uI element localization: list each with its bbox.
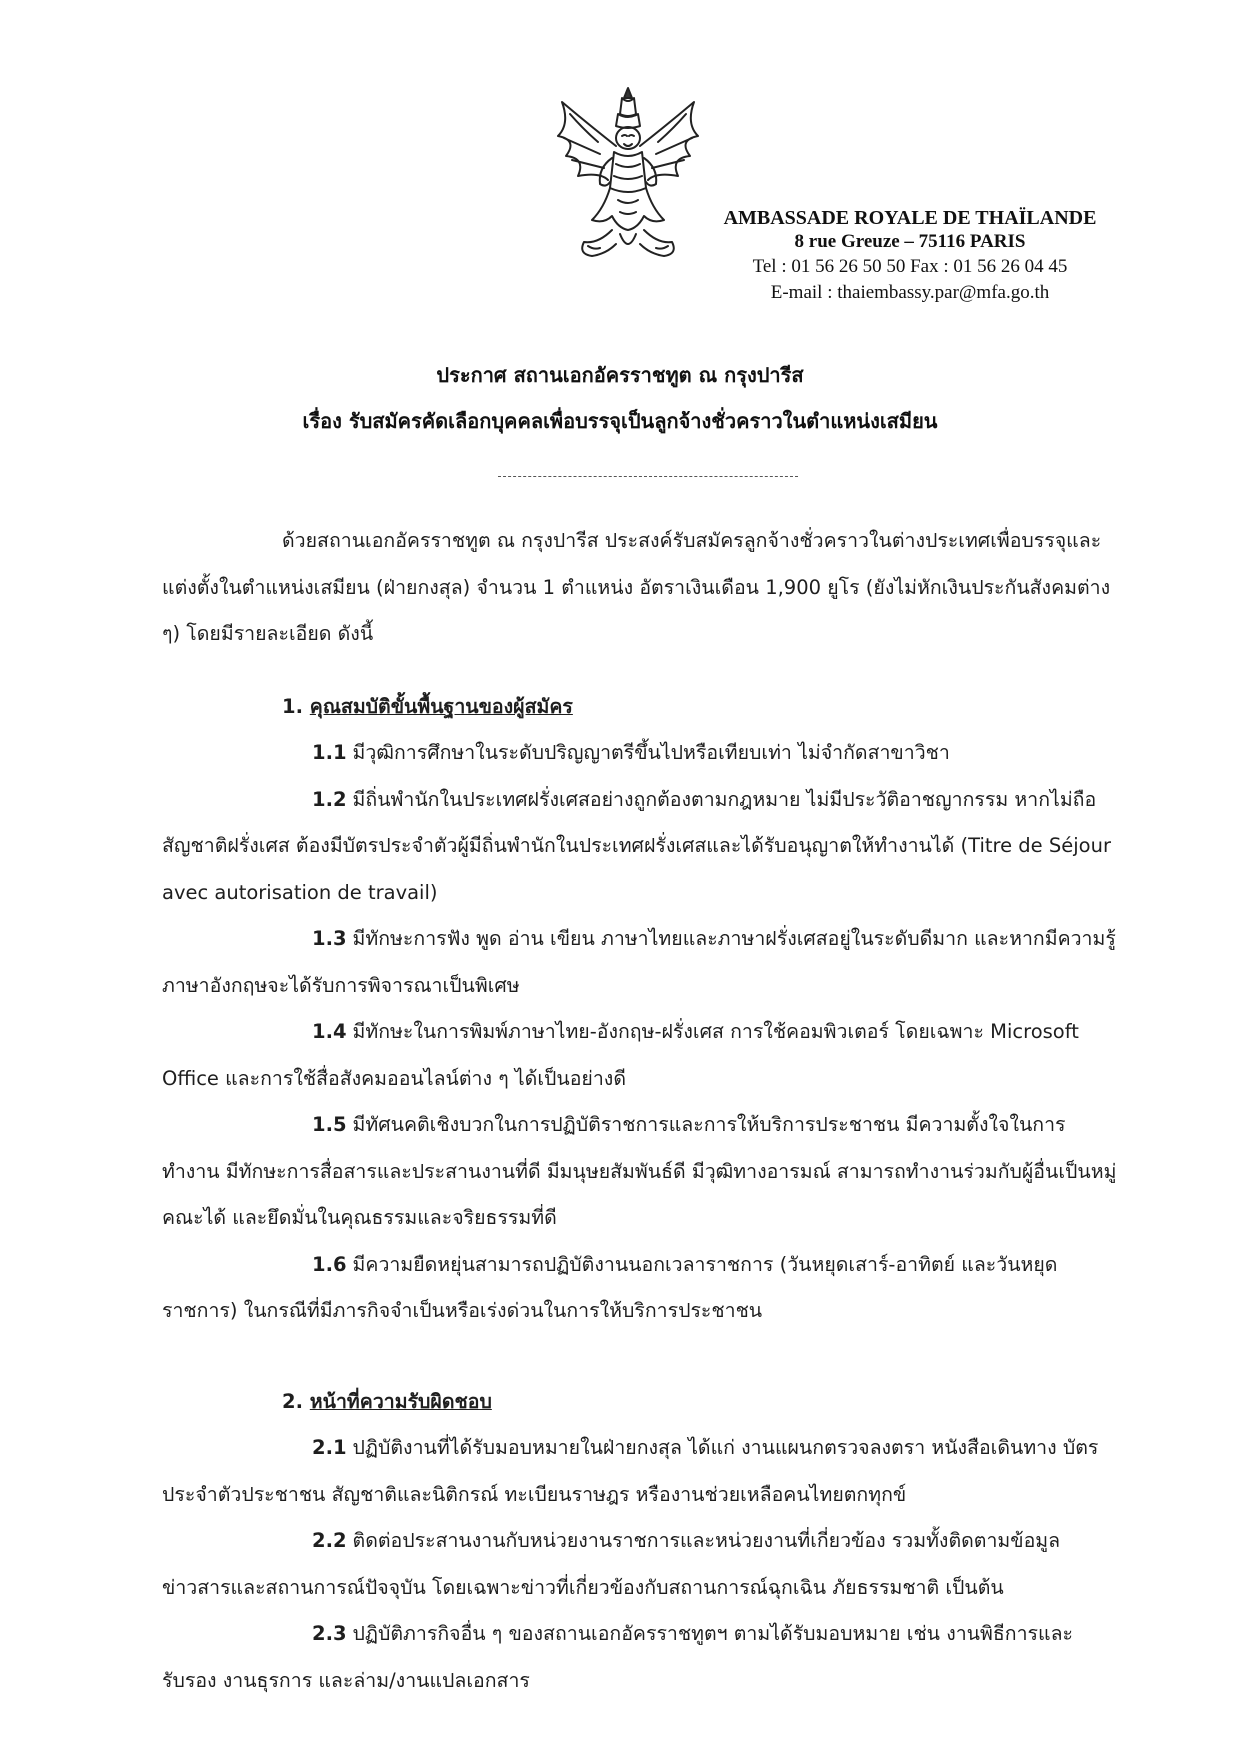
embassy-name: AMBASSADE ROYALE DE THAÏLANDE (723, 207, 1097, 229)
item-number: 2.3 (312, 1622, 347, 1645)
list-item (162, 1242, 1117, 1335)
section-title: คุณสมบัติขั้นพื้นฐานของผู้สมัคร (309, 694, 573, 718)
section-heading (162, 1379, 1117, 1426)
embassy-email: E-mail : thaiembassy.par@mfa.go.th (770, 282, 1050, 303)
item-text: ปฏิบัติภารกิจอื่น ๆ ของสถานเอกอัครราชทูตฯ ตามได้รับมอบหมาย เช่น งานพิธีการและรับรอง งานธุรการ และล่าม/งานแปลเอกสาร (162, 1622, 1073, 1692)
list-item (162, 730, 1117, 777)
announcement-header (0, 352, 1240, 444)
item-text: มีวุฒิการศึกษาในระดับปริญญาตรีขึ้นไปหรือเทียบเท่า ไม่จำกัดสาขาวิชา (352, 741, 950, 764)
item-number: 2.2 (312, 1529, 347, 1552)
item-number: 1.5 (312, 1113, 347, 1136)
item-text: ปฏิบัติงานที่ได้รับมอบหมายในฝ่ายกงสุล ได้แก่ งานแผนกตรวจลงตรา หนังสือเดินทาง บัตรประจำตัวประชาชน สัญชาติและนิติกรณ์ ทะเบียนราษฎร หรืองานช่วยเหลือคนไทยตกทุกข์ (162, 1436, 1099, 1506)
garuda-emblem (548, 84, 708, 266)
item-number: 1.6 (312, 1252, 347, 1276)
list-item (162, 777, 1117, 917)
embassy-address (700, 206, 1120, 306)
item-text: มีความยืดหยุ่นสามารถปฏิบัติงานนอกเวลาราชการ (วันหยุดเสาร์-อาทิตย์ และวันหยุดราชการ) ในกรณีที่มีภารกิจจำเป็นหรือเร่งด่วนในการให้บริการประชาชน (162, 1252, 1058, 1322)
list-item (162, 1009, 1117, 1102)
embassy-phone-fax: Tel : 01 56 26 50 50 Fax : 01 56 26 04 45 (752, 256, 1068, 277)
garuda-emblem-icon (548, 84, 708, 266)
section-title: หน้าที่ความรับผิดชอบ (309, 1389, 492, 1413)
list-item (162, 1102, 1117, 1242)
list-item (162, 1611, 1117, 1704)
list-item (162, 1518, 1117, 1611)
embassy-street: 8 rue Greuze – 75116 PARIS (794, 231, 1026, 252)
section-heading (162, 684, 1117, 731)
item-text: มีทักษะในการพิมพ์ภาษาไทย-อังกฤษ-ฝรั่งเศส การใช้คอมพิวเตอร์ โดยเฉพาะ Microsoft Office และการใช้สื่อสังคมออนไลน์ต่าง ๆ ได้เป็นอย่างดี (162, 1020, 1079, 1090)
item-number: 1.4 (312, 1020, 347, 1043)
list-item (162, 916, 1117, 1009)
item-text: มีถิ่นพำนักในประเทศฝรั่งเศสอย่างถูกต้องตามกฎหมาย ไม่มีประวัติอาชญากรรม หากไม่ถือสัญชาติฝรั่งเศส ต้องมีบัตรประจำตัวผู้มีถิ่นพำนักในประเทศฝรั่งเศสและได้รับอนุญาตให้ทำงานได้ (Titre de Séjour avec autorisation de travail) (162, 787, 1111, 904)
separator-line (498, 476, 798, 477)
section-number: 1. (282, 694, 303, 718)
section-number: 2. (282, 1389, 303, 1413)
item-number: 2.1 (312, 1436, 347, 1459)
document-body (162, 518, 1117, 1704)
item-number: 1.1 (312, 741, 347, 764)
list-item (162, 1425, 1117, 1518)
item-text: ติดต่อประสานงานกับหน่วยงานราชการและหน่วยงานที่เกี่ยวข้อง รวมทั้งติดตามข้อมูลข่าวสารและสถานการณ์ปัจจุบัน โดยเฉพาะข่าวที่เกี่ยวข้องกับสถานการณ์ฉุกเฉิน ภัยธรรมชาติ เป็นต้น (162, 1529, 1061, 1599)
item-number: 1.3 (312, 927, 347, 950)
announcement-subject: เรื่อง รับสมัครคัดเลือกบุคคลเพื่อบรรจุเป็นลูกจ้างชั่วคราวในตำแหน่งเสมียน (302, 409, 938, 433)
item-text: มีทักษะการฟัง พูด อ่าน เขียน ภาษาไทยและภาษาฝรั่งเศสอยู่ในระดับดีมาก และหากมีความรู้ภาษาอังกฤษจะได้รับการพิจารณาเป็นพิเศษ (162, 927, 1116, 997)
item-text: มีทัศนคติเชิงบวกในการปฏิบัติราชการและการให้บริการประชาชน มีความตั้งใจในการทำงาน มีทักษะการสื่อสารและประสานงานที่ดี มีมนุษยสัมพันธ์ดี มีวุฒิทางอารมณ์ สามารถทำงานร่วมกับผู้อื่นเป็นหมู่คณะได้ และยึดมั่นในคุณธรรมและจริยธรรมที่ดี (162, 1113, 1117, 1229)
announcement-title: ประกาศ สถานเอกอัครราชทูต ณ กรุงปารีส (436, 363, 804, 387)
item-number: 1.2 (312, 787, 347, 811)
intro-paragraph: ด้วยสถานเอกอัครราชทูต ณ กรุงปารีส ประสงค์รับสมัครลูกจ้างชั่วคราวในต่างประเทศเพื่อบรรจุและแต่งตั้งในตำแหน่งเสมียน (ฝ่ายกงสุล) จำนวน 1 ตำแหน่ง อัตราเงินเดือน 1,900 ยูโร (ยังไม่หักเงินประกันสังคมต่าง ๆ) โดยมีรายละเอียด ดังนี้ (162, 529, 1111, 645)
